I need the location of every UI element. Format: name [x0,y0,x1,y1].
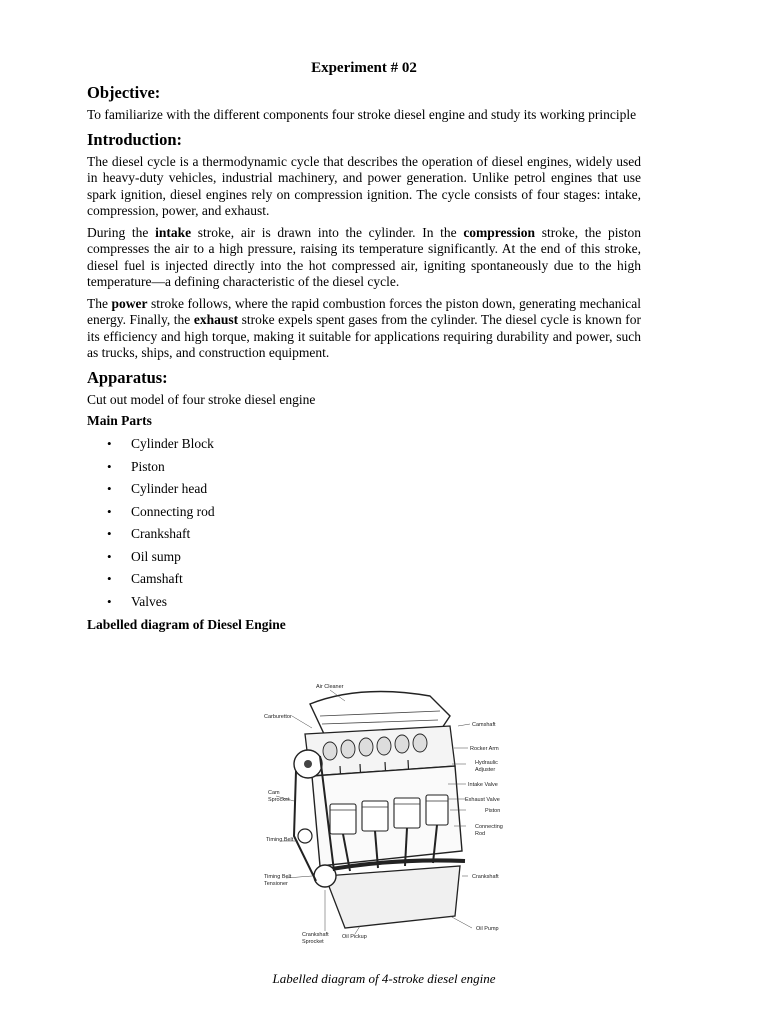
bullet-icon: • [107,593,112,609]
label-hydraulic: Hydraulic [475,760,498,766]
parts-list [87,433,641,613]
label-carburettor: Carburettor [264,714,292,720]
bullet-icon: • [107,458,112,474]
apparatus-heading: Apparatus: [87,367,168,387]
part-label: Crankshaft [131,526,191,541]
exhaust-term: exhaust [193,312,239,327]
introduction-heading: Introduction: [87,129,183,149]
part-label: Oil sump [131,548,181,564]
list-item [107,433,641,456]
list-item [107,501,641,524]
part-label: Valves [131,593,167,609]
label-crankshaft: Crankshaft [472,874,499,880]
intro-p3-part-d: stroke expels spent gases from the cylinder. The diesel cycle is known for its efficiency and high torque, making it suitable for applications requiring durability and power, such as trucks, ships, and construction equipment. [87,312,641,360]
part-label: Connecting rod [131,503,215,519]
intro-p2-part-c: stroke, air is drawn into the cylinder. In the [191,224,464,240]
intro-p3-part-c: stroke follows, where the rapid combustion forces the piston down, generating mechanical energy. Finally, the [87,295,641,327]
part-label: Piston [131,458,165,474]
engine-diagram [250,676,520,948]
label-piston: Piston [485,808,501,814]
label-tensioner: Tensioner [264,881,288,887]
bullet-icon: • [107,571,112,586]
label-connecting: Connecting [475,824,503,830]
label-cam: Cam [268,790,280,796]
list-item [107,478,641,501]
bullet-icon: • [107,548,112,564]
list-item [107,523,641,546]
intake-term: intake [155,224,192,240]
bullet-icon: • [107,503,112,519]
label-camshaft: Camshaft [472,722,496,728]
list-item [107,568,641,591]
part-label: Camshaft [131,571,183,586]
page-title: Experiment # 02 [311,60,417,76]
label-adjuster: Adjuster [475,767,496,773]
label-timing-belt-2: Timing Belt [264,874,292,880]
bullet-icon: • [107,436,112,451]
apparatus-text: Cut out model of four stroke diesel engine [87,391,316,407]
bullet-icon: • [107,481,112,496]
figure-caption: Labelled diagram of 4-stroke diesel engine [272,971,496,986]
intro-p2-part-a: During the [87,224,156,240]
label-sprocket: Sprocket [268,797,290,803]
label-oil-pump: Oil Pump [476,926,499,932]
bullet-icon: • [107,526,112,541]
engine-illustration [250,676,520,948]
label-exhaust-valve: Exhaust Valve [465,797,500,803]
label-intake-valve: Intake Valve [468,782,498,788]
intro-p2-part-d: stroke, the piston compresses the air to a high pressure, raising its temperature significantly. At the end of this stroke, diesel fuel is injected directly into the hot compressed air, igniting spontaneously due to the high temperature—a defining characteristic of the diesel cycle. [87,224,641,289]
introduction-paragraph-1: The diesel cycle is a thermodynamic cycle that describes the operation of diesel engines, widely used in heavy-duty vehicles, industrial machinery, and power generation. Unlike petrol engines that use spark ignition, diesel engines rely on compression ignition. The cycle consists of four stages: intake, compression, power, and exhaust. [87,153,641,218]
part-label: Cylinder head [131,481,208,496]
introduction-paragraph-2 [87,225,641,291]
label-timing-belt: Timing Belt [266,837,294,843]
label-oil-pickup: Oil Pickup [342,934,367,940]
label-rocker-arm: Rocker Arm [470,746,499,752]
label-air-cleaner: Air Cleaner [316,684,344,690]
power-term: power [111,295,148,311]
label-crankshaft-2: Crankshaft [302,932,329,938]
document-page [87,60,641,637]
objective-heading: Objective: [87,83,161,102]
objective-text: To familiarize with the different components four stroke diesel engine and study its working principle [87,107,637,122]
list-item [107,591,641,614]
main-parts-heading: Main Parts [87,413,152,428]
label-sprocket-2: Sprocket [302,939,324,945]
label-rod: Rod [475,831,486,837]
compression-term: compression [463,224,536,240]
diagram-heading: Labelled diagram of Diesel Engine [87,617,286,632]
intro-p3-part-a: The [87,295,112,311]
list-item [107,456,641,479]
list-item [107,546,641,569]
introduction-paragraph-3 [87,296,641,362]
part-label: Cylinder Block [131,436,214,451]
